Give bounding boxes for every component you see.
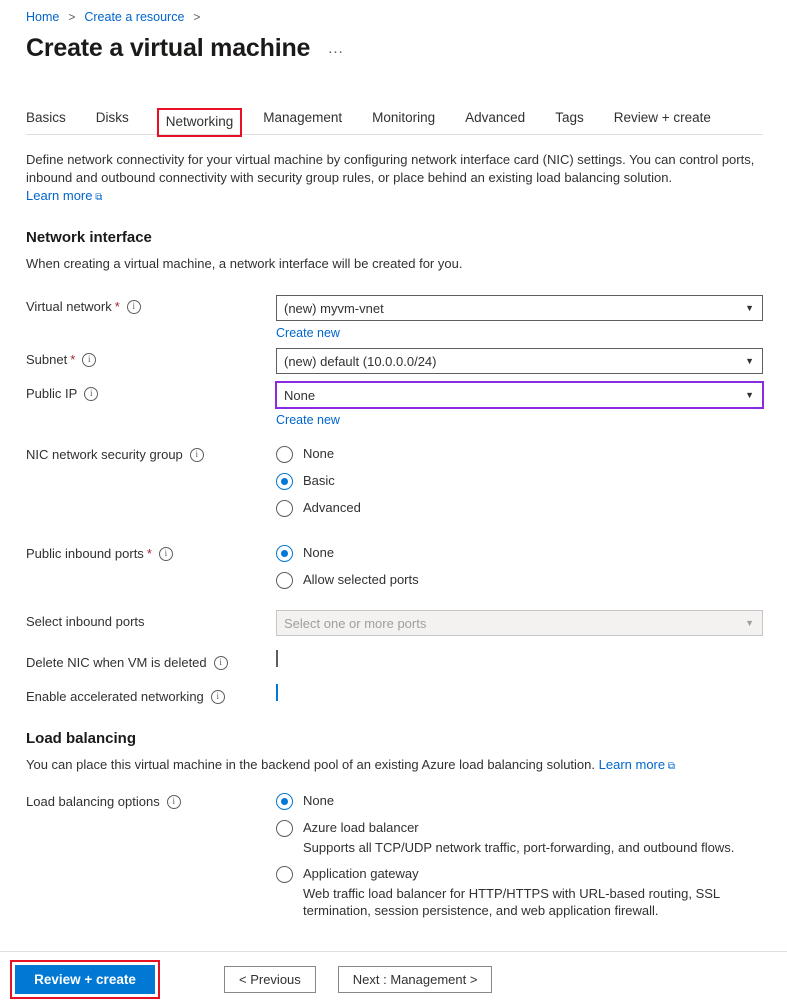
radio-text-lb-application-gateway	[303, 865, 763, 919]
previous-button[interactable]: < Previous	[224, 966, 316, 993]
load-balancing-description	[26, 757, 761, 772]
radio-text-lb-azure-load-balancer	[303, 819, 734, 856]
info-icon-load-balancing-options[interactable]: i	[167, 795, 181, 809]
load-balancing-learn-more-link[interactable]: Learn more ⧉	[599, 757, 675, 772]
label-public-ip	[26, 382, 276, 401]
info-icon-nic-nsg[interactable]: i	[190, 448, 204, 462]
info-icon-public-ip[interactable]: i	[84, 387, 98, 401]
row-delete-nic	[26, 636, 787, 670]
tab-disks[interactable]: Disks	[95, 110, 129, 125]
subnet-select-wrap	[276, 348, 763, 374]
field-accelerated-networking	[276, 685, 787, 700]
radio-label-lb-azure-load-balancer: Azure load balancer	[303, 820, 419, 835]
title-row	[0, 24, 787, 63]
label-subnet	[26, 348, 276, 367]
network-interface-description: When creating a virtual machine, a network interface will be created for you.	[26, 256, 463, 271]
chevron-down-icon: ▼	[745, 356, 754, 366]
more-options-button[interactable]: ...	[328, 40, 344, 57]
checkbox-accelerated-networking[interactable]	[276, 684, 278, 701]
field-virtual-network	[276, 295, 787, 340]
radio-item-lb-application-gateway[interactable]	[276, 865, 787, 919]
tab-advanced[interactable]: Advanced	[465, 110, 526, 125]
radio-nic-nsg-advanced[interactable]	[276, 500, 293, 517]
row-select-inbound-ports	[26, 598, 787, 636]
public-inbound-ports-radio-group	[276, 542, 787, 598]
subnet-select[interactable]: (new) default (10.0.0.0/24)	[276, 348, 763, 374]
row-public-inbound-ports	[26, 526, 787, 598]
radio-lb-none[interactable]	[276, 793, 293, 810]
row-load-balancing-options	[26, 772, 787, 928]
radio-label-nic-nsg-none: None	[303, 446, 335, 461]
radio-label-lb-none: None	[303, 793, 335, 808]
tab-bar	[26, 101, 763, 135]
tab-networking[interactable]: Networking	[159, 110, 241, 135]
label-public-ip-text: Public IP	[26, 386, 78, 401]
breadcrumb-separator: >	[68, 10, 76, 24]
label-virtual-network	[26, 295, 276, 314]
radio-nic-nsg-none[interactable]	[276, 446, 293, 463]
row-subnet	[26, 340, 787, 374]
radio-label-nic-nsg-advanced: Advanced	[303, 500, 361, 515]
info-icon-public-inbound-ports[interactable]: i	[159, 547, 173, 561]
label-select-inbound-ports-text: Select inbound ports	[26, 614, 145, 629]
label-public-inbound-ports	[26, 542, 276, 561]
radio-label-inbound-allow-selected: Allow selected ports	[303, 572, 419, 587]
radio-lb-azure-load-balancer[interactable]	[276, 820, 293, 837]
breadcrumb-item-home[interactable]: Home	[26, 10, 60, 24]
networking-form	[0, 287, 787, 704]
label-accelerated-networking-text: Enable accelerated networking	[26, 689, 204, 704]
load-balancing-description-text: You can place this virtual machine in the backend pool of an existing Azure load balancing solution.	[26, 757, 596, 772]
info-icon-virtual-network[interactable]: i	[127, 300, 141, 314]
public-ip-select[interactable]: None	[276, 382, 763, 408]
label-virtual-network-text: Virtual network	[26, 299, 112, 314]
radio-item-inbound-allow-selected[interactable]	[276, 571, 787, 589]
label-public-inbound-ports-text: Public inbound ports	[26, 546, 144, 561]
field-subnet	[276, 348, 787, 374]
tab-management[interactable]: Management	[263, 110, 343, 125]
load-balancing-radio-group	[276, 790, 787, 928]
label-subnet-text: Subnet	[26, 352, 68, 367]
chevron-down-icon: ▼	[745, 618, 754, 628]
tab-monitoring[interactable]: Monitoring	[372, 110, 436, 125]
radio-label-lb-application-gateway: Application gateway	[303, 866, 419, 881]
label-select-inbound-ports	[26, 610, 276, 629]
tab-review-create[interactable]: Review + create	[613, 110, 711, 125]
radio-sub-lb-application-gateway: Web traffic load balancer for HTTP/HTTPS with URL-based routing, SSL termination, session persistence, and web application firewall.	[303, 886, 720, 918]
radio-item-lb-azure-load-balancer[interactable]	[276, 819, 787, 856]
review-create-button[interactable]: Review + create	[15, 965, 155, 994]
row-accelerated-networking	[26, 670, 787, 704]
info-icon-subnet[interactable]: i	[82, 353, 96, 367]
field-delete-nic	[276, 651, 787, 666]
radio-label-nic-nsg-basic: Basic	[303, 473, 335, 488]
label-nic-nsg	[26, 443, 276, 462]
row-nic-nsg	[26, 427, 787, 526]
chevron-down-icon: ▼	[745, 390, 754, 400]
virtual-network-select[interactable]: (new) myvm-vnet	[276, 295, 763, 321]
intro-paragraph: Define network connectivity for your virtual machine by configuring network interface card (NIC) settings. You can control ports, inbound and outbound connectivity with security group rules, or place behind an existing load balancing solution.	[26, 152, 755, 185]
label-delete-nic	[26, 651, 276, 670]
label-nic-nsg-text: NIC network security group	[26, 447, 183, 462]
tab-tags[interactable]: Tags	[555, 110, 584, 125]
page-title: Create a virtual machine	[26, 34, 311, 62]
public-ip-create-new	[276, 413, 787, 427]
chevron-down-icon: ▼	[745, 303, 754, 313]
label-load-balancing-options	[26, 790, 276, 809]
breadcrumb-item-create-a-resource[interactable]: Create a resource	[84, 10, 185, 24]
radio-item-nic-nsg-none[interactable]	[276, 445, 787, 463]
network-interface-heading: Network interface	[26, 229, 152, 246]
label-load-balancing-options-text: Load balancing options	[26, 794, 160, 809]
radio-inbound-allow-selected[interactable]	[276, 572, 293, 589]
row-public-ip	[26, 374, 787, 427]
radio-item-nic-nsg-advanced[interactable]	[276, 499, 787, 517]
radio-label-inbound-none: None	[303, 545, 335, 560]
required-marker-virtual-network: *	[114, 299, 120, 314]
next-management-button[interactable]: Next : Management >	[338, 966, 493, 993]
label-accelerated-networking	[26, 685, 276, 704]
virtual-network-create-new	[276, 326, 787, 340]
intro-learn-more-link[interactable]: Learn more ⧉	[26, 188, 102, 203]
radio-nic-nsg-basic[interactable]	[276, 473, 293, 490]
radio-lb-application-gateway[interactable]	[276, 866, 293, 883]
field-select-inbound-ports	[276, 610, 787, 636]
intro-text	[26, 151, 768, 207]
required-marker-public-inbound-ports: *	[146, 546, 152, 561]
nic-nsg-radio-group	[276, 443, 787, 526]
create-new-virtual-network-link[interactable]: Create new	[276, 326, 340, 340]
radio-inbound-none[interactable]	[276, 545, 293, 562]
radio-item-lb-none[interactable]	[276, 792, 787, 810]
label-delete-nic-text: Delete NIC when VM is deleted	[26, 655, 207, 670]
required-marker-subnet: *	[70, 352, 76, 367]
create-new-public-ip-link[interactable]: Create new	[276, 413, 340, 427]
breadcrumb-separator-2: >	[193, 10, 201, 24]
public-ip-select-wrap	[276, 382, 763, 408]
virtual-network-select-wrap	[276, 295, 763, 321]
select-inbound-ports-wrap	[276, 610, 763, 636]
review-create-highlight	[12, 962, 158, 997]
footer-bar	[0, 951, 787, 1007]
select-inbound-ports-select[interactable]: Select one or more ports	[276, 610, 763, 636]
field-public-ip	[276, 382, 787, 427]
radio-item-inbound-none[interactable]	[276, 544, 787, 562]
breadcrumb	[0, 0, 787, 24]
load-balancing-heading: Load balancing	[26, 730, 137, 747]
tab-basics[interactable]: Basics	[26, 110, 66, 125]
radio-sub-lb-azure-load-balancer: Supports all TCP/UDP network traffic, port-forwarding, and outbound flows.	[303, 840, 735, 855]
checkbox-delete-nic[interactable]	[276, 650, 278, 667]
radio-item-nic-nsg-basic[interactable]	[276, 472, 787, 490]
info-icon-delete-nic[interactable]: i	[214, 656, 228, 670]
info-icon-accelerated-networking[interactable]: i	[211, 690, 225, 704]
row-virtual-network	[26, 287, 787, 340]
